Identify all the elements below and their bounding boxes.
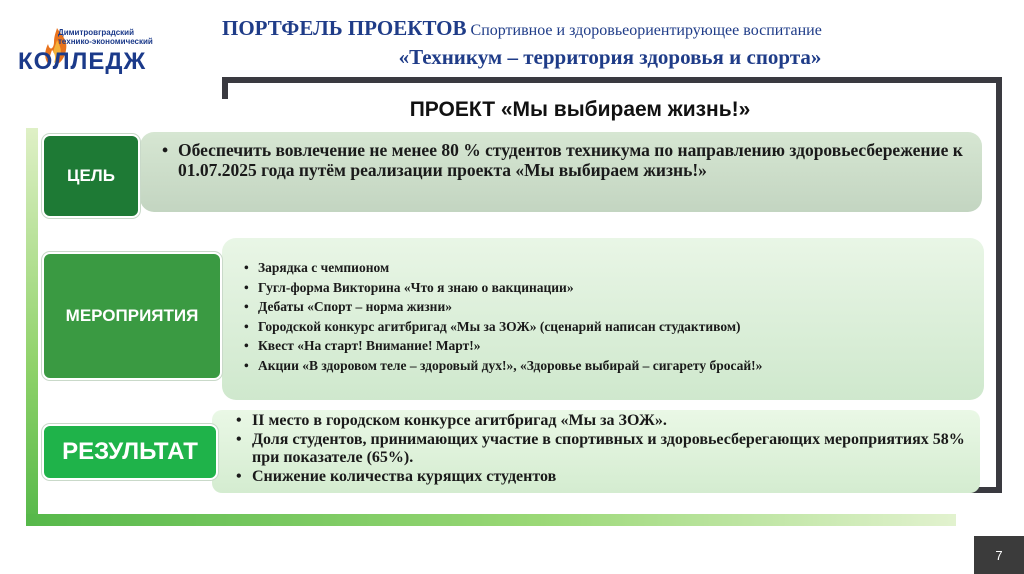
project-title: ПРОЕКТ «Мы выбираем жизнь!» bbox=[409, 98, 751, 121]
frame-dark-right bbox=[996, 77, 1002, 493]
header-tagline: «Техникум – территория здоровья и спорта» bbox=[398, 45, 822, 69]
list-item: • Гугл-форма Викторина «Что я знаю о вакцинации» bbox=[238, 278, 974, 298]
header-subtitle: Спортивное и здоровьеориентирующее воспитание bbox=[470, 22, 822, 39]
logo-line-1: Димитровградский bbox=[58, 28, 134, 37]
header-title: ПОРТФЕЛЬ ПРОЕКТОВ bbox=[222, 16, 467, 40]
list-item: • Снижение количества курящих студентов bbox=[232, 468, 970, 487]
result-label: РЕЗУЛЬТАТ bbox=[42, 424, 218, 480]
goal-content bbox=[140, 132, 982, 212]
college-logo bbox=[14, 22, 164, 78]
page-number: 7 bbox=[974, 536, 1024, 574]
frame-dark-left bbox=[222, 77, 228, 99]
logo-line-2: технико-экономический bbox=[58, 37, 153, 46]
list-item: • Доля студентов, принимающих участие в спортивных и здоровьесберегающих мероприятиях 58% при показателе (65%). bbox=[232, 431, 970, 468]
frame-dark-top bbox=[222, 77, 1002, 83]
goal-list bbox=[160, 140, 968, 180]
list-item: • Акции «В здоровом теле – здоровый дух!», «Здоровье выбирай – сигарету бросай!» bbox=[238, 356, 974, 376]
goal-label: ЦЕЛЬ bbox=[42, 134, 140, 218]
goal-item: • Обеспечить вовлечение не менее 80 % студентов техникума по направлению здоровьесбережение к 01.07.2025 года путём реализации проекта «Мы выбираем жизнь!» bbox=[160, 140, 968, 180]
result-content bbox=[212, 410, 980, 493]
header-line-1 bbox=[222, 16, 1002, 41]
events-content bbox=[222, 238, 984, 400]
result-list bbox=[232, 412, 970, 486]
list-item: • Зарядка с чемпионом bbox=[238, 258, 974, 278]
list-item: • Дебаты «Спорт – норма жизни» bbox=[238, 297, 974, 317]
list-item: • II место в городском конкурсе агитбригад «Мы за ЗОЖ». bbox=[232, 412, 970, 431]
events-list bbox=[238, 258, 974, 376]
frame-green-bottom bbox=[26, 514, 956, 526]
logo-name: КОЛЛЕДЖ bbox=[18, 48, 147, 75]
list-item: • Городской конкурс агитбригад «Мы за ЗОЖ» (сценарий написан студактивом) bbox=[238, 317, 974, 337]
frame-green-left bbox=[26, 128, 38, 526]
events-label: МЕРОПРИЯТИЯ bbox=[42, 252, 222, 380]
list-item: • Квест «На старт! Внимание! Март!» bbox=[238, 336, 974, 356]
